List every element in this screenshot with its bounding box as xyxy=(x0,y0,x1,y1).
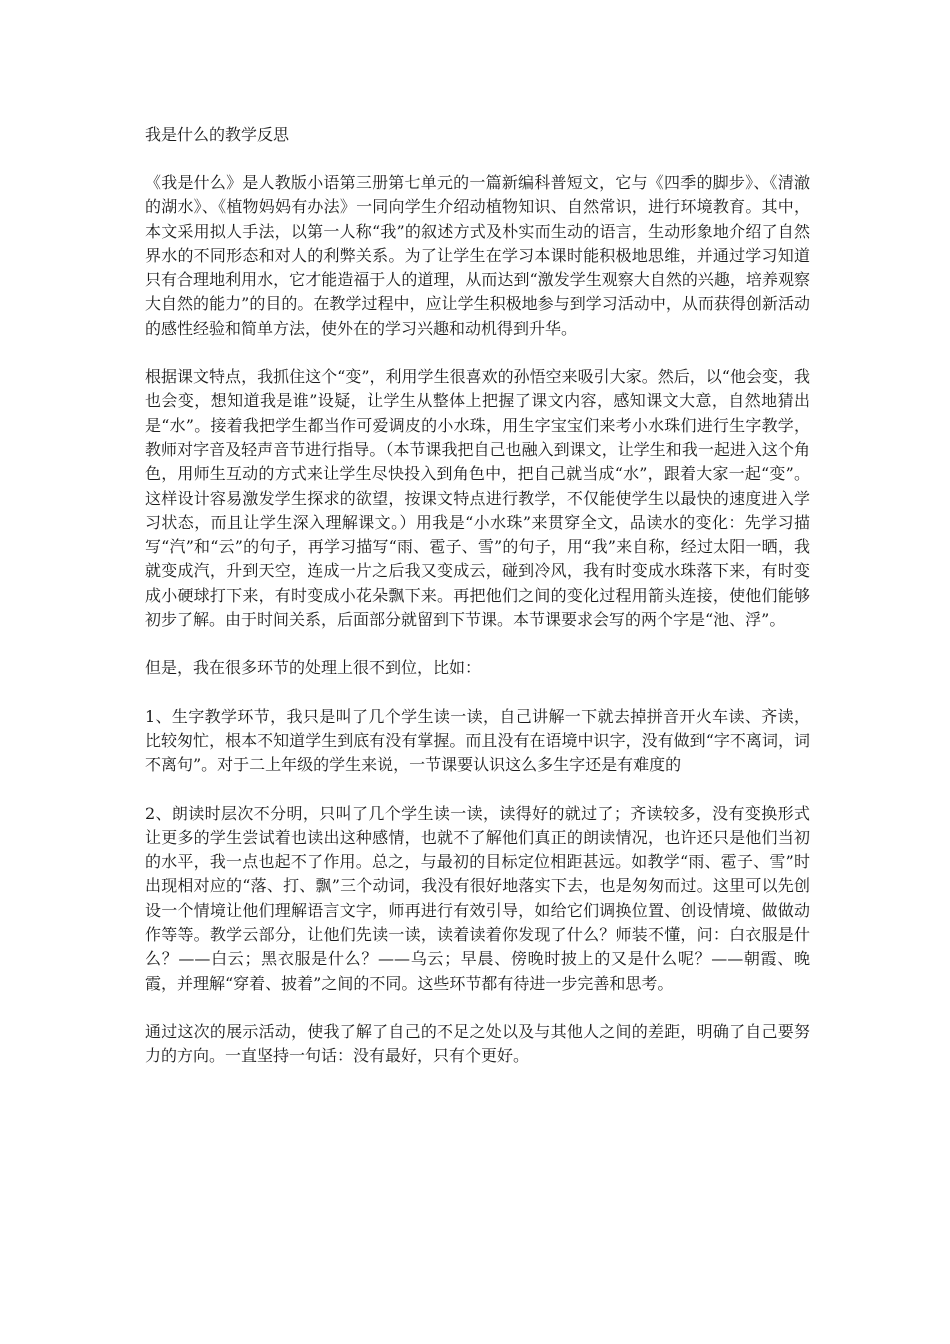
document-title: 我是什么的教学反思 xyxy=(145,125,290,144)
paragraph-shortcoming-2: 2、朗读时层次不分明，只叫了几个学生读一读，读得好的就过了；齐读较多，没有变换形式让更多的学生尝试着也读出这种感情，也就不了解他们真正的朗读情况，也许还只是他们当初的水平，我一点也起不了作用。总之，与最初的目标定位相距甚远。如教学“雨、雹子、雪”时出现相对应的“落、打、飘”三个动词，我没有很好地落实下去，也是匆匆而过。这里可以先创设一个情境让他们理解语言文字，师再进行有效引导，如给它们调换位置、创设情境、做做动作等等。教学云部分，让他们先读一读，读着读着你发现了什么？师装不懂，问：白衣服是什么？——白云；黑衣服是什么？——乌云；早晨、傍晚时披上的又是什么呢？——朝霞、晚霞，并理解“穿着、披着”之间的不同。这些环节都有待进一步完善和思考。 xyxy=(145,803,810,993)
paragraph-shortcoming-1: 1、生字教学环节，我只是叫了几个学生读一读，自己讲解一下就去掉拼音开火车读、齐读，比较匆忙，根本不知道学生到底有没有掌握。而且没有在语境中识字，没有做到“字不离词，词不离句”。对于二上年级的学生来说，一节课要认识这么多生字还是有难度的 xyxy=(145,706,810,775)
paragraph-conclusion: 通过这次的展示活动，使我了解了自己的不足之处以及与其他人之间的差距，明确了自己要努力的方向。一直坚持一句话：没有最好，只有个更好。 xyxy=(145,1021,810,1066)
paragraph-teaching-process: 根据课文特点，我抓住这个“变”，利用学生很喜欢的孙悟空来吸引大家。然后，以“他会变，我也会变，想知道我是谁”设疑，让学生从整体上把握了课文内容，感知课文大意，自然地猜出是“水”。接着我把学生都当作可爱调皮的小水珠，用生字宝宝们来考小水珠们进行生字教学，教师对字音及轻声音节进行指导。（本节课我把自己也融入到课文，让学生和我一起进入这个角色，用师生互动的方式来让学生尽快投入到角色中，把自己就当成“水”，跟着大家一起“变”。这样设计容易激发学生探求的欲望，按课文特点进行教学，不仅能使学生以最快的速度进入学习状态，而且让学生深入理解课文。）用我是“小水珠”来贯穿全文，品读水的变化：先学习描写“汽”和“云”的句子，再学习描写“雨、雹子、雪”的句子，用“我”来自称，经过太阳一晒，我就变成汽，升到天空，连成一片之后我又变成云，碰到冷风，我有时变成水珠落下来，有时变成小硬球打下来，有时变成小花朵飘下来。再把他们之间的变化过程用箭头连接，使他们能够初步了解。由于时间关系，后面部分就留到下节课。本节课要求会写的两个字是“池、浮”。 xyxy=(145,367,810,630)
document-body xyxy=(145,123,810,1093)
paragraph-shortcomings-lead: 但是，我在很多环节的处理上很不到位，比如： xyxy=(145,658,482,678)
paragraph-intro: 《我是什么》是人教版小语第三册第七单元的一篇新编科普短文，它与《四季的脚步》、《清澈的湖水》、《植物妈妈有办法》一同向学生介绍动植物知识、自然常识，进行环境教育。其中，本文采用拟人手法，以第一人称“我”的叙述方式及朴实而生动的语言，生动形象地介绍了自然界水的不同形态和对人的利弊关系。为了让学生在学习本课时能积极地思维，并通过学习知道只有合理地利用水，它才能造福于人的道理，从而达到“激发学生观察大自然的兴趣，培养观察大自然的能力”的目的。在教学过程中，应让学生积极地参与到学习活动中，从而获得创新活动的感性经验和简单方法，使外在的学习兴趣和动机得到升华。 xyxy=(145,173,810,338)
